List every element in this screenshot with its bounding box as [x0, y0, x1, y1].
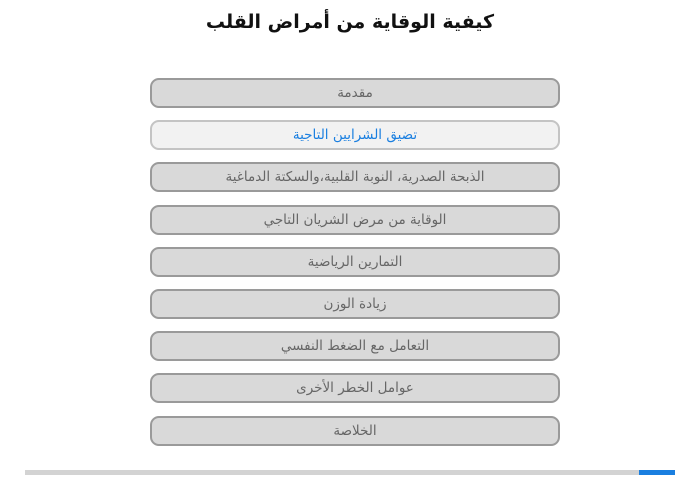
menu-item-introduction[interactable]: مقدمة — [150, 78, 560, 108]
chapter-menu — [150, 78, 560, 458]
menu-item-stress[interactable]: التعامل مع الضغط النفسي — [150, 331, 560, 361]
menu-item-overweight[interactable]: زيادة الوزن — [150, 289, 560, 319]
menu-item-angina-heart-attack-stroke[interactable]: الذبحة الصدرية، النوبة القلبية،والسكتة الدماغية — [150, 162, 560, 192]
menu-item-coronary-narrowing[interactable]: تضيق الشرايين التاجية — [150, 120, 560, 150]
progress-bar — [25, 470, 675, 475]
menu-item-other-risk-factors[interactable]: عوامل الخطر الأخرى — [150, 373, 560, 403]
menu-item-prevention[interactable]: الوقاية من مرض الشريان التاجي — [150, 205, 560, 235]
page-title: كيفية الوقاية من أمراض القلب — [205, 11, 495, 33]
menu-item-exercise[interactable]: التمارين الرياضية — [150, 247, 560, 277]
progress-bar-fill — [639, 470, 675, 475]
menu-item-summary[interactable]: الخلاصة — [150, 416, 560, 446]
